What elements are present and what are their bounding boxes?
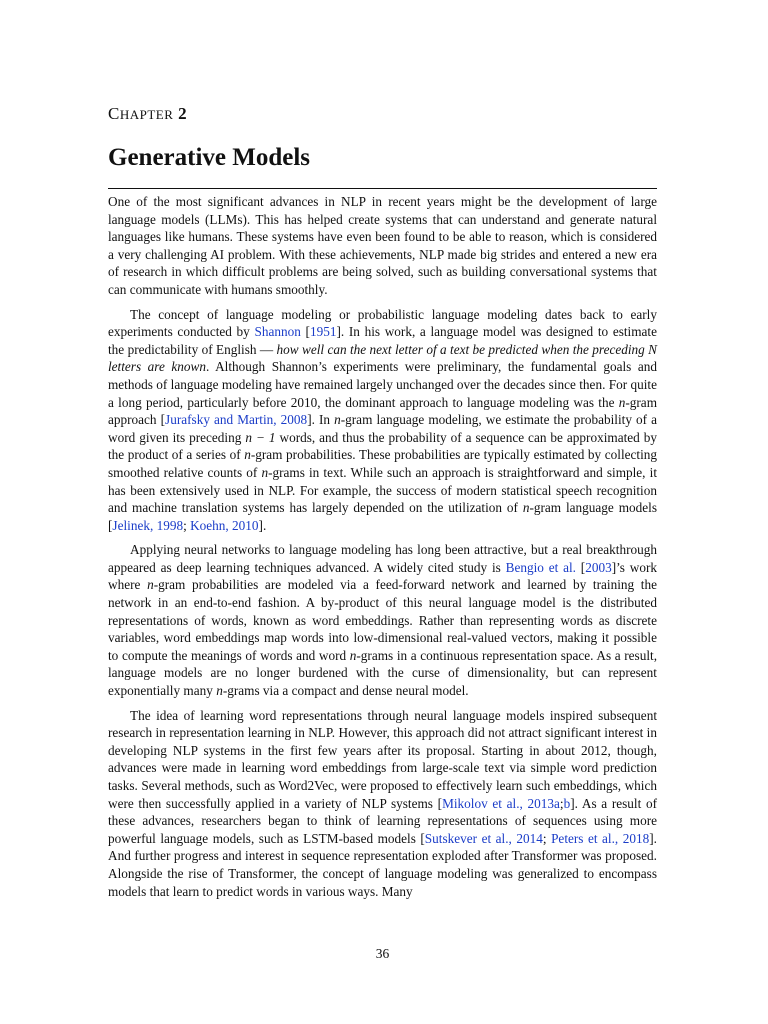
text-span: ]. As a result of these advances, researchers began to think of learning representations of sequences using more powerful language models, such as LSTM-based models [ [108, 795, 658, 846]
paragraph-2 [108, 306, 657, 535]
body-text [108, 193, 657, 907]
text-span: ]. In [307, 412, 335, 428]
text-span: Applying neural networks to language modeling has long been attractive, but a real breakthrough appeared as deep learning techniques advanced. A widely cited study is [108, 542, 657, 575]
text-span: -gram probabilities. These probabilities are typically estimated by collecting smoothed relative counts of [108, 447, 657, 480]
math-symbol: n [244, 447, 251, 463]
citation-link[interactable]: 1951 [309, 324, 337, 340]
chapter-label-rest: HAPTER [119, 107, 174, 122]
paragraph-3 [108, 541, 657, 699]
citation-link[interactable]: b [563, 795, 571, 811]
math-symbol: N [648, 341, 657, 357]
text-span: [ [300, 324, 310, 340]
math-symbol: n [522, 500, 530, 516]
text-span: ]. [258, 517, 267, 533]
citation-link[interactable]: Peters et al., 2018 [551, 830, 650, 846]
text-span: ; [183, 517, 191, 533]
citation-link[interactable]: Bengio et al. [505, 559, 576, 575]
emphasis-text: letters are known [108, 359, 206, 375]
text-span: The concept of language modeling or probabilistic language modeling dates back to early experiments conducted by [108, 306, 657, 340]
math-symbol: n [147, 577, 154, 593]
text-span: -gram probabilities are modeled via a feed-forward network and learned by training the network in an end-to-end fashion. A by-product of this neural language model is the distributed representations of words, known as word embeddings. Rather than representing words as discrete variables, word embeddings map words into low-dimensional real-valued vectors, making it possible to compute the meanings of words and word [108, 577, 657, 663]
text-span: The idea of learning word representations through neural language models inspired subsequent research in representation learning in NLP. However, this approach did not attract significant interest in developing NLP systems in the first few years after its proposal. Starting in about 2012, though, advances were made in learning word embeddings from large-scale text via simple word prediction tasks. Several methods, such as Word2Vec, were proposed to effectively learn such embeddings, which were then successfully applied in a variety of NLP systems [ [108, 707, 657, 811]
text-span: -grams via a compact and dense neural model. [222, 683, 469, 699]
chapter-number: 2 [178, 104, 188, 123]
text-span: [ [575, 559, 586, 575]
math-symbol: n [334, 412, 341, 428]
text-span: ]. And further progress and interest in sequence representation exploded after Transformer was proposed. Alongside the rise of Transformer, the concept of language modeling was generalized to encompass models that learn to predict words in various ways. Many [108, 830, 657, 899]
text-span: ; [559, 795, 564, 811]
chapter-label [108, 104, 187, 124]
page-number: 36 [375, 946, 390, 961]
math-symbol: n [349, 647, 357, 663]
title-rule [108, 188, 657, 189]
text-span: -gram language modeling, we estimate the probability of a word given its preceding [108, 412, 658, 445]
citation-link[interactable]: Shannon [254, 324, 301, 340]
text-span: words, and thus the probability of a sequence can be approximated by the product of a series of [108, 429, 657, 463]
text-span: -gram approach [ [108, 394, 657, 428]
citation-link[interactable]: Jelinek, 1998 [112, 517, 184, 533]
paragraph-4 [108, 707, 657, 901]
math-symbol: n [216, 683, 223, 699]
chapter-label-initial: C [108, 104, 120, 123]
math-symbol: n [618, 394, 626, 410]
text-span: -gram language models [ [108, 500, 657, 533]
paragraph-1: One of the most significant advances in NLP in recent years might be the development of large language models (LLMs). This has helped create systems that can understand and generate natural languages like humans. These systems have even been found to be able to reason, which is considered a very challenging AI problem. With these achievements, NLP made big strides and entered a new era of research in which difficult problems are being solved, such as building conversational systems that can communicate with humans smoothly. [108, 194, 657, 297]
math-symbol: n [261, 464, 269, 480]
text-span: -grams in a continuous representation space. As a result, language models are no longer burdened with the curse of dimensionality, but can represent exponentially many [108, 647, 658, 699]
citation-link[interactable]: Sutskever et al., 2014 [424, 830, 543, 846]
text-span: . Although Shannon’s experiments were preliminary, the fundamental goals and methods of language modeling have remained largely unchanged over the decades since then. For quite a long period, particularly before 2010, the dominant approach to language modeling was the [108, 359, 658, 410]
citation-link[interactable]: 2003 [585, 559, 612, 575]
text-span: -grams in text. While such an approach is straightforward and simple, it has been extensively used in NLP. For example, the success of modern statistical speech recognition and machine translation systems has largely depended on the utilization of [108, 464, 657, 516]
text-span: ; [542, 830, 552, 846]
chapter-title: Generative Models [108, 144, 311, 171]
citation-link[interactable]: Koehn, 2010 [190, 517, 259, 533]
emphasis-text: how well can the next letter of a text be predicted when the preceding [276, 341, 649, 357]
text-span: ]. In his work, a language model was designed to estimate the predictability of English — [108, 324, 657, 357]
citation-link[interactable]: Mikolov et al., 2013a [442, 795, 560, 811]
text-span: ]’s work where [108, 559, 658, 593]
citation-link[interactable]: Jurafsky and Martin, 2008 [165, 412, 308, 428]
math-symbol: n − 1 [245, 429, 276, 445]
